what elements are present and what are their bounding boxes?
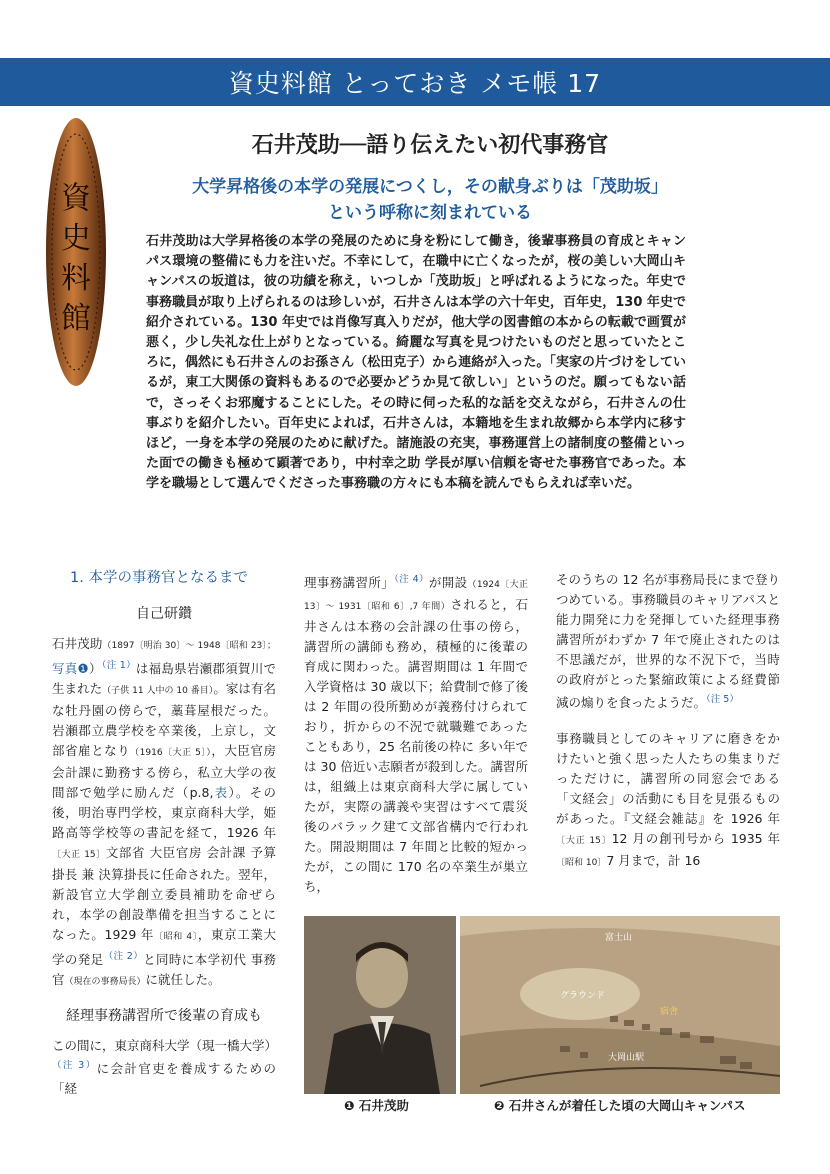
column-2 (304, 570, 528, 907)
small-note: （現在の事務局長） (64, 977, 146, 988)
text-span: ）。その後，明治専門学校，東京商科大学，姫路高等学校等の書記を経て，1926 年 (52, 785, 276, 841)
sub-heading-self-improvement: 自己研鑽 (136, 606, 192, 622)
caption-portrait: ❶ 石井茂助 (344, 1098, 409, 1113)
intro-paragraph (146, 232, 686, 495)
campus-image (460, 916, 780, 1094)
small-note: 〔昭和 10〕 (556, 858, 607, 869)
paragraph-career (556, 570, 780, 713)
footnote-ref-3[interactable]: （注 3） (52, 1060, 97, 1072)
text-span: が開設 (428, 575, 468, 591)
map-label-dorm: 宿舎 (660, 1007, 679, 1017)
footnote-ref-2[interactable]: （注 2） (103, 951, 144, 963)
paragraph-lecture-institute (304, 570, 528, 897)
header-banner (0, 58, 830, 106)
table-ref-link[interactable]: 表 (213, 785, 229, 801)
text-span: 12 月の創刊号から 1935 年 (611, 831, 780, 847)
text-span: そのうちの 12 名が事務局長にまで登りつめている。事務職員のキャリアパスと能力開発に力を発揮していた経理事務講習所がわずか 7 年で廃止されたのは不思議だが，世界的な不況下で，当時の政府がとった緊縮政策による経費節減の煽りを食ったようだ。 (556, 572, 781, 711)
sub-heading-training: 経理事務講習所で後輩の育成も (66, 1008, 262, 1025)
paragraph-alumni (556, 729, 780, 873)
section-heading: 1. 本学の事務官となるまで (70, 570, 248, 586)
small-note: （子供 11 人中の 10 番目） (102, 686, 214, 697)
small-note: （1924〔大正 13〕～ 1931〔昭和 6〕,7 年間） (304, 580, 528, 613)
banner-title: 資史料館 とっておき メモ帳 17 (228, 69, 602, 98)
text-span: この間に，東京商科大学（現一橋大学） (52, 1038, 278, 1054)
caption-campus: ❷ 石井さんが着任した頃の大岡山キャンパス (494, 1098, 746, 1113)
column-3 (556, 570, 780, 883)
text-span: 。家は有名な牡丹園の傍らで，藁葺屋根だった。岩瀬郡立農学校を卒業後，上京し，文部省雇となり (52, 681, 276, 759)
text-span: されると，石井さんは本務の会計課の仕事の傍ら，講習所の講師も務め，積極的に後輩の育成に関わった。講習期間は 1 年間で入学資格は 30 歳以下；給費制で修了後は 2 年間の役所勤めが義務付けられており，折からの不況で就職難であったこともあり，25 名前後の枠に 多い年では 30 倍近い志願者が殺到した。講習所は，組織上は東京商科大学に属していたが，実際の講義や実習はすべて震災後のバラック建て文部省構内で行われた。開設期間は 7 年間と比較的短かったが，この間に 170 名の卒業生が巣立ち， (304, 597, 528, 895)
text-span: は福島県岩瀬郡須賀川で生まれた (52, 661, 276, 697)
article-subtitle (130, 174, 730, 226)
map-label-ground: グラウンド (560, 991, 606, 1001)
portrait-photo (304, 916, 456, 1094)
map-label-fuji: 富士山 (605, 933, 633, 943)
text-span: 文部省 大臣官房 会計課 予算掛長 兼 決算掛長に任命された。翌年，新設官立大学創立委員補助を命ぜられ，本学の創設準備を担当することになった。1929 年 (52, 845, 276, 943)
text-span: と同時に本学初代 事務官 (52, 952, 276, 988)
footnote-ref-4[interactable]: （注 4） (394, 574, 429, 585)
campus-photo (460, 916, 780, 1094)
article-title: 石井茂助──語り伝えたい初代事務官 (251, 133, 609, 158)
text-span: 7 月まで，計 16 (606, 853, 701, 869)
text-span: ，東京工業大学の発足 (52, 927, 276, 968)
text-span: 石井茂助 (52, 636, 103, 651)
text-span: 事務職員としてのキャリアに磨きをかけたいと強く思った人たちの集まりだっただけに，講習所の同窓会である「文経会」の活動にも目を見張るものがあった。『文経会雑誌』を 1926 年 (556, 731, 780, 827)
small-note: 〔大正 15〕 (556, 836, 612, 847)
small-note: 〔大正 15〕 (52, 850, 106, 861)
paragraph-biography (52, 634, 276, 992)
paragraph-training (52, 1036, 276, 1099)
map-label-station: 大岡山駅 (608, 1053, 645, 1063)
footnote-ref-1[interactable]: （注 1） (101, 660, 136, 671)
footnote-ref-5[interactable]: （注 5） (706, 694, 739, 705)
intro-text: 石井茂助は大学昇格後の本学の発展のために身を粉にして働き，後輩事務員の育成とキャンパス環境の整備にも力を注いだ。不幸にして，在職中に亡くなったが，桜の美しい大岡山キャンパスの坂道は，彼の功績を称え，いつしか「茂助坂」と呼ばれるようになった。年史で事務職員が取り上げられるのは珍しいが，石井さんは本学の六十年史，百年史，130 年史で紹介されている。130 年史では肖像写真入りだが，他大学の図書館の本からの転載で画質が悪く，少し失礼な仕上がりとなっている。綺麗な写真を見つけたいものだと思っていたところに，偶然にも石井さんのお孫さん（松田克子）から連絡が入った。「実家の片づけをしているが，東工大関係の資料もあるので必要かどうか見て欲しい」というのだ。願ってもない話で，さっそくお邪魔することにした。その時に伺った私的な話を交えながら，石井さんの仕事ぶりを紹介したい。百年史によれば，石井さんは，本籍地を生まれ故郷から本学内に移すほど，一身を本学の発展のために献げた。諸施設の充実，事務運営上の諸制度の整備といった面での働きも極めて顕著であり，中村幸之助 学長が厚い信頼を寄せた事務官であった。本学を職場として選んでくださった事務職の方々にも本稿を読んでもらえれば幸いだ。 (146, 234, 686, 492)
subtitle-line-2: という呼称に刻まれている (328, 203, 532, 223)
svg-text:史: 史 (61, 221, 91, 256)
text-span: ，大臣官房 会計課に勤務する傍ら，私立大学の夜間部で勉学に励んだ（p.8, (52, 743, 276, 801)
photo-area (304, 916, 780, 1094)
svg-text:館: 館 (61, 301, 91, 336)
subtitle-line-1: 大学昇格後の本学の発展につくし，その献身ぶりは「茂助坂」 (192, 177, 668, 197)
text-span: 理事務講習所」 (304, 575, 395, 591)
small-note: 〔昭和 4〕 (154, 932, 198, 943)
archive-logo (44, 116, 108, 388)
small-note: （1897〔明治 30〕～ 1948〔昭和 23〕； (102, 641, 276, 651)
text-span: ） (88, 661, 102, 677)
text-span: に就任した。 (145, 972, 221, 988)
small-note: （1916〔大正 5〕） (130, 748, 212, 759)
text-span: に会計官吏を養成するための「経 (52, 1061, 276, 1097)
svg-text:料: 料 (61, 261, 91, 296)
portrait-image (304, 916, 456, 1094)
photo-ref-link[interactable]: 写真❶ (52, 661, 89, 677)
svg-text:資: 資 (61, 181, 91, 216)
column-1 (52, 568, 276, 1109)
